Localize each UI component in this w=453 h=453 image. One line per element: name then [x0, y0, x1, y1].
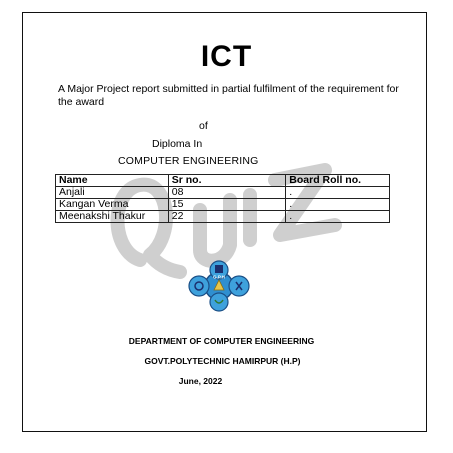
cell-name: Meenakshi Thakur — [56, 211, 169, 223]
cell-name: Anjali — [56, 187, 169, 199]
table-row — [56, 211, 390, 223]
cell-roll-no: . — [286, 211, 390, 223]
footer-date: June, 2022 — [178, 376, 223, 386]
document-title: ICT — [200, 40, 253, 73]
table-row — [56, 199, 390, 211]
cell-name: Kangan Verma — [56, 199, 169, 211]
cell-roll-no: . — [286, 199, 390, 211]
logo-text: G.P.H — [213, 274, 225, 280]
diploma-text: Diploma In — [152, 138, 203, 150]
footer-institute: GOVT.POLYTECHNIC HAMIRPUR (H.P) — [144, 356, 301, 366]
cell-roll-no: . — [286, 187, 390, 199]
student-table — [55, 174, 390, 223]
cell-sr-no: 15 — [168, 199, 286, 211]
table-row — [56, 187, 390, 199]
cell-sr-no: 08 — [168, 187, 286, 199]
table-header-row — [56, 175, 390, 187]
column-header-name: Name — [56, 175, 169, 187]
cell-sr-no: 22 — [168, 211, 286, 223]
department-heading: COMPUTER ENGINEERING — [118, 155, 259, 167]
column-header-roll-no: Board Roll no. — [286, 175, 390, 187]
college-emblem-icon — [176, 260, 262, 312]
report-subtitle: A Major Project report submitted in partial fulfilment of the requirement for the award — [58, 83, 399, 108]
footer-department: DEPARTMENT OF COMPUTER ENGINEERING — [128, 336, 315, 346]
of-text: of — [199, 120, 208, 132]
column-header-sr-no: Sr no. — [168, 175, 286, 187]
